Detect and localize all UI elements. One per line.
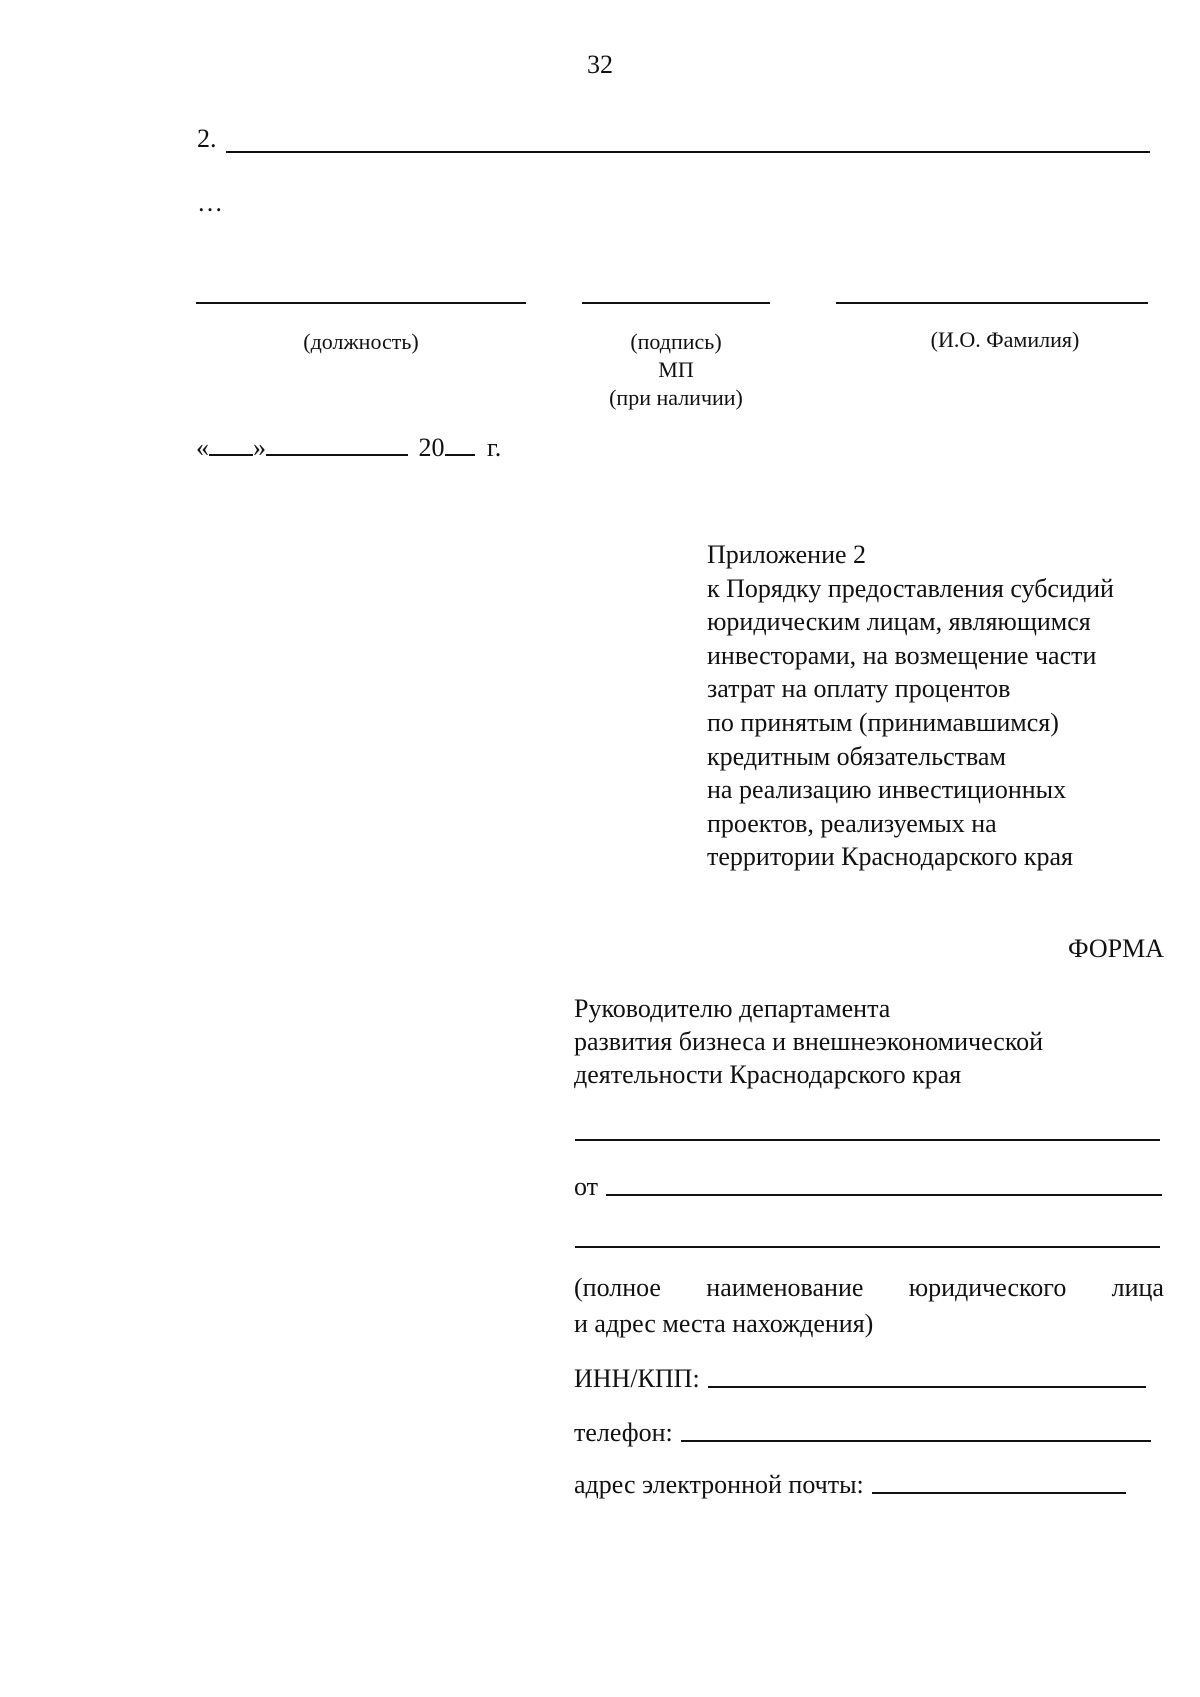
from-fill-line[interactable] — [606, 1194, 1162, 1196]
signature-line — [582, 302, 770, 304]
from-field-row — [574, 1172, 1162, 1202]
appendix-line: территории Краснодарского края — [707, 842, 1074, 872]
position-signature-line — [196, 302, 526, 304]
inn-label: ИНН/КПП: — [574, 1364, 700, 1393]
ellipsis: … — [197, 188, 225, 217]
stamp-caption: МП — [658, 357, 694, 382]
inn-fill-line[interactable] — [708, 1386, 1146, 1388]
from-continuation-fill-line — [575, 1246, 1160, 1248]
legal-entity-note — [574, 1270, 1164, 1342]
note-word: лица — [1111, 1273, 1164, 1302]
appendix-line: затрат на оплату процентов — [707, 674, 1011, 704]
name-signature-line — [836, 302, 1148, 304]
date-row — [196, 432, 501, 463]
year-prefix: 20 — [418, 433, 445, 462]
email-label: адрес электронной почты: — [574, 1470, 864, 1499]
addressee-block — [574, 992, 1174, 1091]
page-number: 32 — [587, 50, 613, 79]
note-word: (полное — [574, 1273, 661, 1302]
email-fill-line[interactable] — [872, 1492, 1126, 1494]
signature-caption-block — [576, 328, 776, 412]
addressee-name-fill-line — [575, 1139, 1160, 1141]
phone-fill-line[interactable] — [681, 1440, 1151, 1442]
phone-field-row — [574, 1418, 1151, 1448]
addressee-line: Руководителю департамента — [574, 994, 891, 1023]
list-item-number: 2. — [197, 124, 217, 153]
note-word: юридического — [908, 1273, 1067, 1302]
appendix-line: кредитным обязательствам — [707, 741, 1006, 771]
note-line-2: и адрес места нахождения) — [574, 1309, 874, 1338]
item-2-fill-line — [226, 151, 1150, 153]
appendix-line: Приложение 2 — [707, 540, 867, 569]
appendix-line: по принятым (принимавшимся) — [707, 707, 1059, 737]
inn-field-row — [574, 1364, 1146, 1394]
addressee-line: деятельности Краснодарского края — [574, 1060, 962, 1089]
appendix-line: юридическим лицам, являющимся — [707, 607, 1091, 637]
from-label: от — [574, 1172, 599, 1201]
appendix-line: проектов, реализуемых на — [707, 808, 997, 838]
appendix-line: инвесторами, на возмещение части — [707, 640, 1097, 670]
date-open-quote: « — [196, 433, 209, 462]
addressee-line: развития бизнеса и внешнеэкономической — [574, 1027, 1044, 1056]
month-blank — [266, 432, 408, 456]
year-suffix: г. — [487, 433, 502, 462]
appendix-line: к Порядку предоставления субсидий — [707, 573, 1114, 603]
year-blank — [445, 432, 475, 456]
appendix-block — [707, 538, 1187, 874]
appendix-line: на реализацию инвестиционных — [707, 775, 1067, 805]
note-line-1 — [574, 1270, 1164, 1306]
note-word: наименование — [706, 1273, 864, 1302]
stamp-note-caption: (при наличии) — [609, 385, 743, 410]
day-blank — [209, 432, 253, 456]
position-caption: (должность) — [303, 329, 419, 354]
date-close-quote: » — [253, 433, 266, 462]
form-label: ФОРМА — [1068, 934, 1164, 963]
phone-label: телефон: — [574, 1418, 673, 1447]
signature-caption: (подпись) — [630, 329, 722, 354]
name-caption: (И.О. Фамилия) — [930, 327, 1080, 352]
email-field-row — [574, 1470, 1126, 1500]
